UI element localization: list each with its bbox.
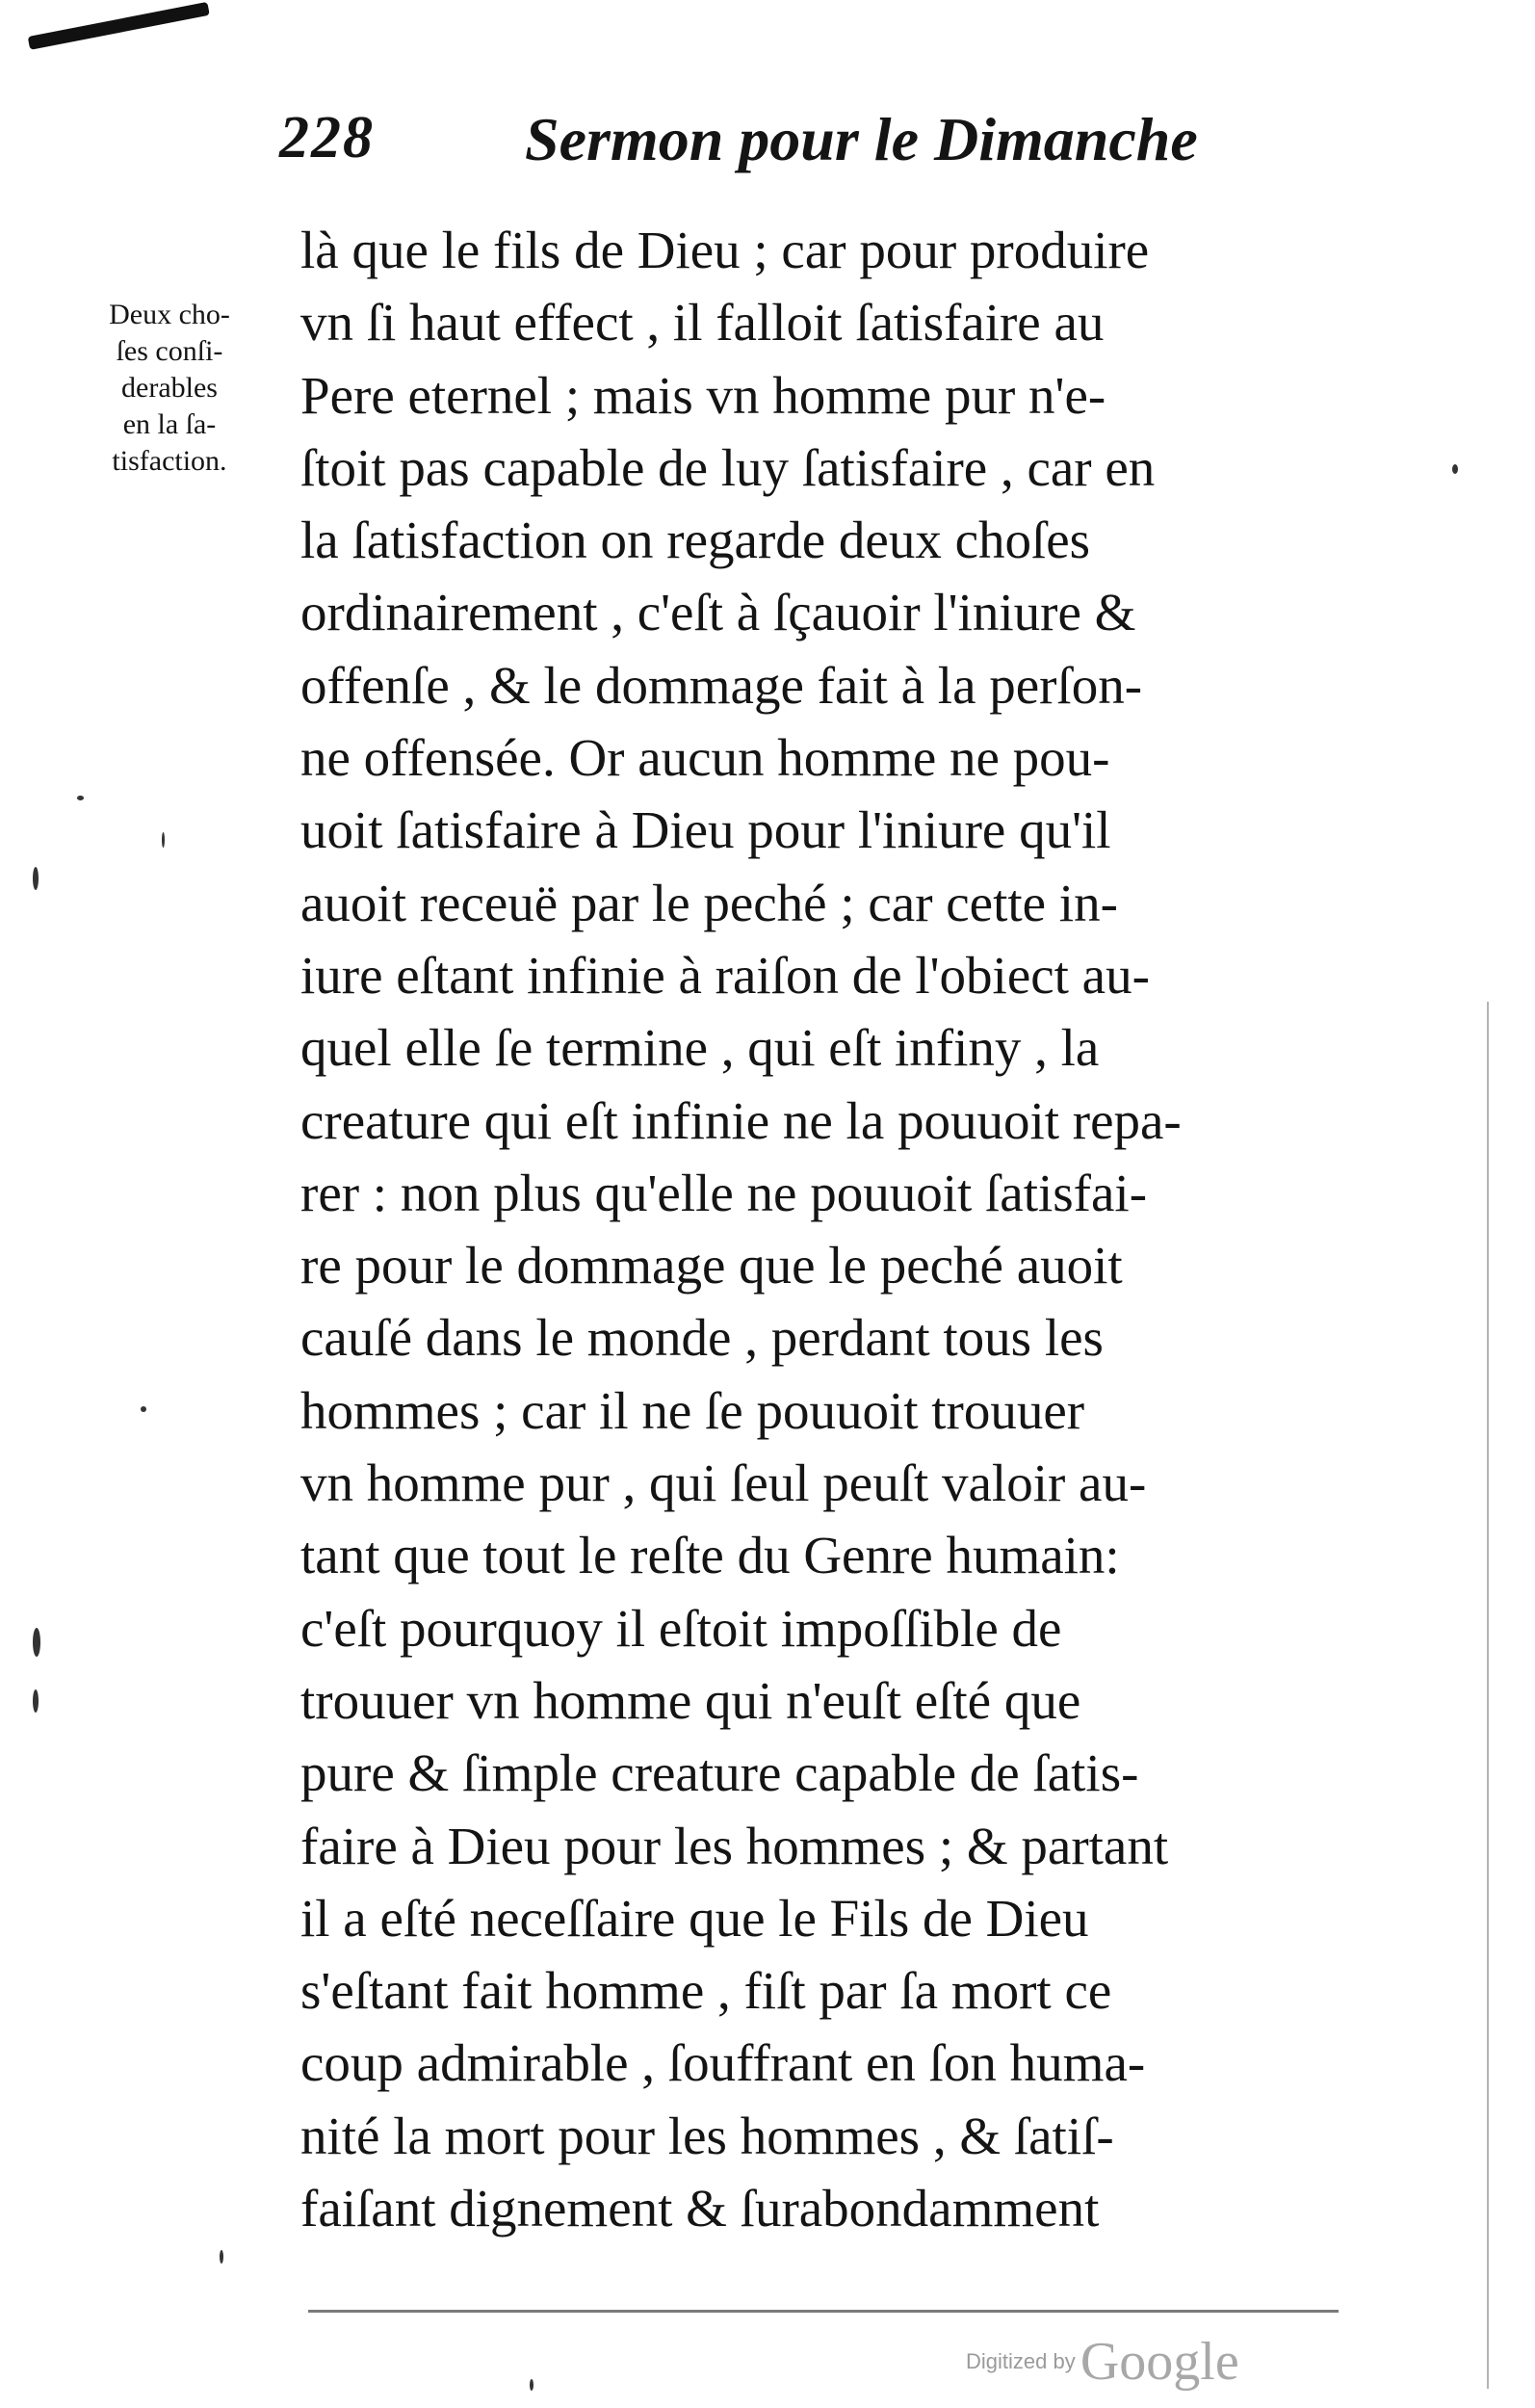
text-line: là que le fils de Dieu ; car pour produire — [300, 221, 1150, 279]
margin-note-line: en la ſa- — [122, 408, 217, 440]
scan-speck — [1452, 464, 1458, 474]
google-logo: Google — [1080, 2332, 1239, 2392]
text-line: vn ſi haut effect , il falloit ſatisfaire au — [300, 293, 1105, 353]
text-line: la ſatisfaction on regarde deux choſes — [300, 510, 1091, 570]
corner-ink-mark — [28, 2, 210, 50]
text-line: coup admirable , ſouffrant en ſon huma- — [300, 2033, 1146, 2093]
scan-speck — [530, 2379, 533, 2391]
scan-speck — [77, 796, 84, 800]
text-line: iure eſtant infinie à raiſon de l'obiect au- — [300, 945, 1150, 1005]
bottom-ink-rule — [308, 2310, 1339, 2313]
scan-speck — [33, 1689, 39, 1713]
text-line: rer : non plus qu'elle ne pouuoit ſatisfai- — [300, 1163, 1148, 1222]
text-line: nité la mort pour les hommes , & ſatiſ- — [300, 2106, 1114, 2165]
scan-speck — [220, 2250, 223, 2264]
margin-note-line: tisfaction. — [112, 445, 227, 477]
scan-speck — [33, 1628, 40, 1657]
text-line: quel elle ſe termine , qui eſt infiny , la — [300, 1018, 1100, 1078]
text-line: re pour le dommage que le peché auoit — [300, 1236, 1123, 1296]
text-line: auoit receuë par le peché ; car cette in- — [300, 873, 1118, 932]
text-line: pure & ſimple creature capable de ſatis- — [300, 1743, 1139, 1803]
text-line: c'eſt pourquoy il eſtoit impoſſible de — [300, 1598, 1062, 1658]
right-edge-line — [1487, 1002, 1489, 2389]
scan-speck — [162, 832, 165, 848]
text-line: ordinairement , c'eſt à ſçauoir l'iniure & — [300, 583, 1136, 642]
margin-note-line: Deux cho- — [109, 299, 230, 330]
text-line: ne offensée. Or aucun homme ne pou- — [300, 728, 1110, 788]
margin-note-line: ſes conſi- — [116, 335, 223, 367]
page-header — [279, 104, 1262, 191]
text-line: offenſe , & le dommage fait à la perſon- — [300, 655, 1143, 715]
watermark-prefix: Digitized by — [966, 2349, 1076, 2373]
text-line: il a eſté neceſſaire que le Fils de Dieu — [300, 1888, 1089, 1948]
text-line: faire à Dieu pour les hommes ; & partant — [300, 1816, 1169, 1875]
text-line: ſtoit pas capable de luy ſatisfaire , car en — [300, 437, 1156, 497]
text-line: faiſant dignement & ſurabondamment — [300, 2179, 1100, 2238]
text-line: uoit ſatisfaire à Dieu pour l'iniure qu'il — [300, 800, 1111, 860]
body-text — [300, 214, 1340, 2244]
scan-speck — [33, 867, 39, 890]
text-line: cauſé dans le monde , perdant tous les — [300, 1308, 1104, 1368]
running-title: Sermon pour le Dimanche — [525, 105, 1198, 173]
text-line: hommes ; car il ne ſe pouuoit trouuer — [300, 1380, 1085, 1440]
text-line: trouuer vn homme qui n'euſt eſté que — [300, 1670, 1081, 1730]
scan-speck — [141, 1406, 146, 1412]
text-line: tant que tout le reſte du Genre humain: — [300, 1526, 1120, 1585]
page-number: 228 — [279, 105, 375, 170]
text-line: vn homme pur , qui ſeul peuſt valoir au- — [300, 1453, 1147, 1513]
digitized-by-watermark — [966, 2331, 1239, 2393]
text-line: Pere eternel ; mais vn homme pur n'e- — [300, 365, 1106, 425]
margin-note-line: derables — [121, 372, 218, 404]
text-line: s'eſtant fait homme , fiſt par ſa mort ce — [300, 1961, 1112, 2021]
text-line: creature qui eſt infinie ne la pouuoit repa- — [300, 1090, 1182, 1150]
margin-note — [64, 297, 275, 480]
